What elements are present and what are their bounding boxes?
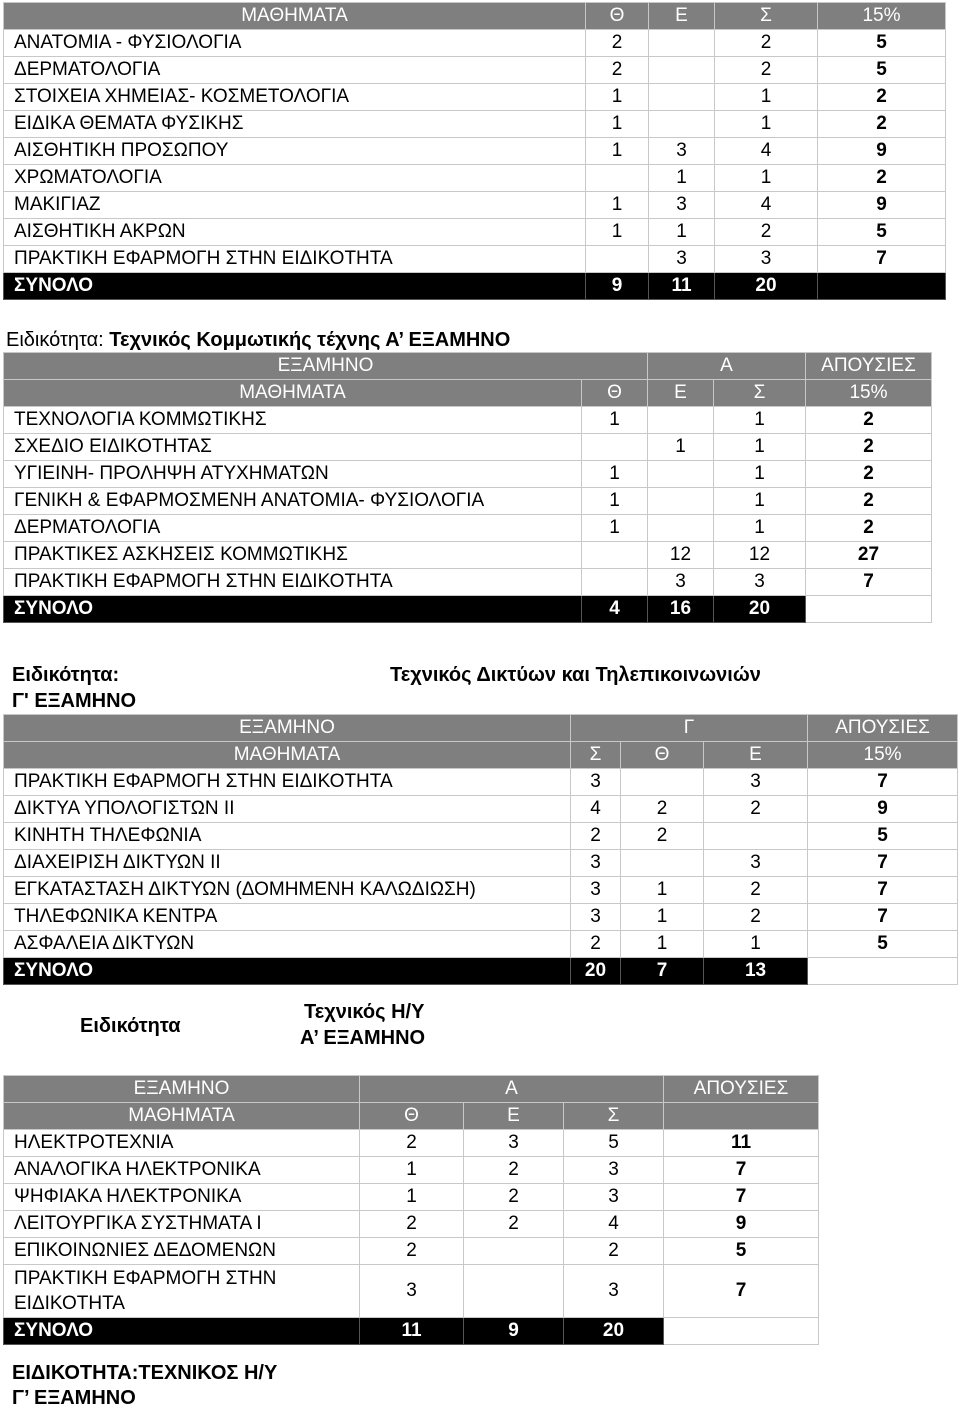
subject-name: ΜΑΚΙΓΙΑΖ: [4, 192, 586, 219]
table-row: [4, 850, 958, 877]
total-value: 4: [582, 596, 648, 623]
subject-name: ΕΠΙΚΟΙΝΩΝΙΕΣ ΔΕΔΟΜΕΝΩΝ: [4, 1238, 360, 1265]
total-value: 9: [464, 1318, 564, 1345]
total-value: 11: [649, 273, 715, 300]
subject-name: ΠΡΑΚΤΙΚΕΣ ΑΣΚΗΣΕΙΣ ΚΟΜΜΩΤΙΚΗΣ: [4, 542, 582, 569]
hours-cell: 3: [571, 850, 621, 877]
hours-cell: [649, 57, 715, 84]
subject-name: ΑΝΑΤΟΜΙΑ - ΦΥΣΙΟΛΟΓΙΑ: [4, 30, 586, 57]
hours-cell: [649, 84, 715, 111]
table-row: [4, 111, 946, 138]
absence-limit-cell: 2: [806, 434, 932, 461]
subject-name: ΑΙΣΘΗΤΙΚΗ ΠΡΟΣΩΠΟΥ: [4, 138, 586, 165]
hours-cell: [582, 542, 648, 569]
table-row: [4, 569, 932, 596]
table-row: [4, 84, 946, 111]
absence-limit-cell: 7: [818, 246, 946, 273]
absence-limit-cell: 2: [806, 461, 932, 488]
header-cell: Θ: [582, 380, 648, 407]
table-row: [4, 57, 946, 84]
total-value: 9: [586, 273, 649, 300]
table-row: [4, 796, 958, 823]
absence-limit-cell: 7: [808, 850, 958, 877]
subject-name: ΧΡΩΜΑΤΟΛΟΓΙΑ: [4, 165, 586, 192]
absence-limit-cell: 5: [818, 57, 946, 84]
header-cell: Σ: [564, 1103, 664, 1130]
total-empty: [806, 596, 932, 623]
subject-name: ΑΝΑΛΟΓΙΚΑ ΗΛΕΚΤΡΟΝΙΚΑ: [4, 1157, 360, 1184]
table-row: [4, 246, 946, 273]
hours-cell: 1: [715, 84, 818, 111]
table-semester-2: [3, 352, 932, 623]
hours-cell: 1: [582, 461, 648, 488]
header-cell: Θ: [586, 3, 649, 30]
hours-cell: 1: [714, 488, 806, 515]
total-empty: [818, 273, 946, 300]
header-cell: ΑΠΟΥΣΙΕΣ: [808, 715, 958, 742]
hours-cell: 3: [649, 192, 715, 219]
total-value: 20: [715, 273, 818, 300]
table-header-row: [4, 3, 946, 30]
absence-limit-cell: 7: [808, 769, 958, 796]
absence-limit-cell: 5: [664, 1238, 819, 1265]
subject-name: ΛΕΙΤΟΥΡΓΙΚΑ ΣΥΣΤΗΜΑΤΑ Ι: [4, 1211, 360, 1238]
subject-name: ΔΕΡΜΑΤΟΛΟΓΙΑ: [4, 57, 586, 84]
hours-cell: 3: [571, 877, 621, 904]
absence-limit-cell: 9: [818, 192, 946, 219]
footer-specialty: ΕΙΔΙΚΟΤΗΤΑ:ΤΕΧΝΙΚΟΣ Η/Υ: [12, 1362, 278, 1384]
absence-limit-cell: 2: [806, 488, 932, 515]
hours-cell: 1: [715, 111, 818, 138]
hours-cell: 2: [586, 30, 649, 57]
total-label: ΣΥΝΟΛΟ: [4, 273, 586, 300]
subject-name: ΔΙΑΧΕΙΡΙΣΗ ΔΙΚΤΥΩΝ ΙΙ: [4, 850, 571, 877]
subject-name: ΕΙΔΙΚΑ ΘΕΜΑΤΑ ΦΥΣΙΚΗΣ: [4, 111, 586, 138]
table-row: [4, 138, 946, 165]
hours-cell: 1: [582, 407, 648, 434]
hours-cell: 2: [704, 877, 808, 904]
hours-cell: 1: [621, 877, 704, 904]
subject-name: ΨΗΦΙΑΚΑ ΗΛΕΚΤΡΟΝΙΚΑ: [4, 1184, 360, 1211]
hours-cell: 12: [714, 542, 806, 569]
total-value: 20: [714, 596, 806, 623]
hours-cell: 2: [571, 823, 621, 850]
header-cell: ΑΠΟΥΣΙΕΣ: [806, 353, 932, 380]
table-row: [4, 877, 958, 904]
header-cell: Ε: [649, 3, 715, 30]
table-row: [4, 542, 932, 569]
absence-limit-cell: 9: [664, 1211, 819, 1238]
absence-limit-cell: 7: [664, 1265, 819, 1318]
hours-cell: 1: [714, 515, 806, 542]
subject-name: ΥΓΙΕΙΝΗ- ΠΡΟΛΗΨΗ ΑΤΥΧΗΜΑΤΩΝ: [4, 461, 582, 488]
hours-cell: [704, 823, 808, 850]
hours-cell: [648, 461, 714, 488]
subject-name: ΚΙΝΗΤΗ ΤΗΛΕΦΩΝΙΑ: [4, 823, 571, 850]
hours-cell: 2: [621, 823, 704, 850]
total-value: 13: [704, 958, 808, 985]
table-header-row: [4, 742, 958, 769]
absence-limit-cell: 5: [808, 931, 958, 958]
absence-limit-cell: 9: [808, 796, 958, 823]
absence-limit-cell: 2: [818, 84, 946, 111]
hours-cell: 2: [704, 796, 808, 823]
hours-cell: 3: [715, 246, 818, 273]
total-row: [4, 958, 958, 985]
hours-cell: 2: [715, 57, 818, 84]
absence-limit-cell: 5: [808, 823, 958, 850]
table-row: [4, 192, 946, 219]
hours-cell: 4: [715, 192, 818, 219]
hours-cell: 2: [360, 1238, 464, 1265]
hours-cell: 2: [571, 931, 621, 958]
subject-name: ΓΕΝΙΚΗ & ΕΦΑΡΜΟΣΜΕΝΗ ΑΝΑΤΟΜΙΑ- ΦΥΣΙΟΛΟΓΙΑ: [4, 488, 582, 515]
total-row: [4, 1318, 819, 1345]
subject-name: ΤΗΛΕΦΩΝΙΚΑ ΚΕΝΤΡΑ: [4, 904, 571, 931]
header-cell: 15%: [818, 3, 946, 30]
subject-name: ΑΙΣΘΗΤΙΚΗ ΑΚΡΩΝ: [4, 219, 586, 246]
table-row: [4, 488, 932, 515]
hours-cell: 2: [564, 1238, 664, 1265]
total-value: 20: [564, 1318, 664, 1345]
header-cell: Σ: [571, 742, 621, 769]
hours-cell: 4: [715, 138, 818, 165]
header-cell: Ε: [648, 380, 714, 407]
total-row: [4, 273, 946, 300]
hours-cell: [648, 488, 714, 515]
total-value: 7: [621, 958, 704, 985]
header-cell: Ε: [464, 1103, 564, 1130]
hours-cell: 2: [621, 796, 704, 823]
caption-title: Τεχνικός Κομμωτικής τέχνης Α’ ΕΞΑΜΗΝΟ: [109, 329, 511, 351]
absence-limit-cell: 5: [818, 219, 946, 246]
hours-cell: 3: [571, 769, 621, 796]
caption-semester: Γ' ΕΞΑΜΗΝΟ: [12, 690, 137, 712]
hours-cell: 3: [714, 569, 806, 596]
subject-name: ΔΕΡΜΑΤΟΛΟΓΙΑ: [4, 515, 582, 542]
table-row: [4, 1238, 819, 1265]
total-label: ΣΥΝΟΛΟ: [4, 596, 582, 623]
hours-cell: [649, 30, 715, 57]
hours-cell: [621, 850, 704, 877]
header-cell: Θ: [621, 742, 704, 769]
table-row: [4, 904, 958, 931]
hours-cell: 3: [649, 138, 715, 165]
absence-limit-cell: 11: [664, 1130, 819, 1157]
hours-cell: 3: [464, 1130, 564, 1157]
hours-cell: 1: [704, 931, 808, 958]
subject-name: ΠΡΑΚΤΙΚΗ ΕΦΑΡΜΟΓΗ ΣΤΗΝ ΕΙΔΙΚΟΤΗΤΑ: [4, 769, 571, 796]
caption-label: Ειδικότητα:: [6, 329, 110, 351]
total-value: 16: [648, 596, 714, 623]
hours-cell: [586, 165, 649, 192]
table-row: [4, 823, 958, 850]
header-cell: ΜΑΘΗΜΑΤΑ: [4, 380, 582, 407]
hours-cell: 1: [586, 192, 649, 219]
hours-cell: 1: [586, 84, 649, 111]
header-cell: ΜΑΘΗΜΑΤΑ: [4, 1103, 360, 1130]
hours-cell: 3: [564, 1265, 664, 1318]
total-value: 20: [571, 958, 621, 985]
subject-name: ΠΡΑΚΤΙΚΗ ΕΦΑΡΜΟΓΗ ΣΤΗΝ ΕΙΔΙΚΟΤΗΤΑ: [4, 246, 586, 273]
hours-cell: 1: [586, 111, 649, 138]
table-row: [4, 407, 932, 434]
hours-cell: [582, 569, 648, 596]
hours-cell: 3: [564, 1184, 664, 1211]
absence-limit-cell: 2: [818, 111, 946, 138]
absence-limit-cell: 7: [808, 877, 958, 904]
hours-cell: [648, 515, 714, 542]
hours-cell: 3: [649, 246, 715, 273]
section-caption: [6, 328, 510, 352]
table-row: [4, 1265, 819, 1318]
hours-cell: 1: [714, 407, 806, 434]
caption-semester: Α’ ΕΞΑΜΗΝΟ: [300, 1027, 426, 1049]
subject-name: ΠΡΑΚΤΙΚΗ ΕΦΑΡΜΟΓΗ ΣΤΗΝ ΕΙΔΙΚΟΤΗΤΑ: [4, 569, 582, 596]
header-cell: ΕΞΑΜΗΝΟ: [4, 1076, 360, 1103]
table-semester-4: [3, 1075, 819, 1345]
table-row: [4, 515, 932, 542]
table-row: [4, 769, 958, 796]
subject-name: ΕΓΚΑΤΑΣΤΑΣΗ ΔΙΚΤΥΩΝ (ΔΟΜΗΜΕΝΗ ΚΑΛΩΔΙΩΣΗ): [4, 877, 571, 904]
table-row: [4, 1211, 819, 1238]
hours-cell: [464, 1265, 564, 1318]
table-row: [4, 1184, 819, 1211]
caption-label: Ειδικότητα:: [12, 664, 120, 686]
absence-limit-cell: 7: [806, 569, 932, 596]
table-row: [4, 219, 946, 246]
table-row: [4, 30, 946, 57]
hours-cell: 2: [464, 1184, 564, 1211]
hours-cell: 4: [571, 796, 621, 823]
subject-name: ΤΕΧΝΟΛΟΓΙΑ ΚΟΜΜΩΤΙΚΗΣ: [4, 407, 582, 434]
hours-cell: 1: [360, 1157, 464, 1184]
absence-limit-cell: 7: [808, 904, 958, 931]
header-cell: ΕΞΑΜΗΝΟ: [4, 353, 648, 380]
caption-title: Τεχνικός Δικτύων και Τηλεπικοινωνιών: [390, 664, 761, 686]
header-cell: ΕΞΑΜΗΝΟ: [4, 715, 571, 742]
caption-title: Τεχνικός Η/Υ: [304, 1001, 425, 1023]
table-header-row: [4, 715, 958, 742]
total-empty: [664, 1318, 819, 1345]
hours-cell: [582, 434, 648, 461]
total-row: [4, 596, 932, 623]
hours-cell: 3: [704, 850, 808, 877]
table-row: [4, 434, 932, 461]
absence-limit-cell: 27: [806, 542, 932, 569]
table-header-row: [4, 1076, 819, 1103]
header-cell: Σ: [715, 3, 818, 30]
header-cell: ΜΑΘΗΜΑΤΑ: [4, 3, 586, 30]
hours-cell: [464, 1238, 564, 1265]
hours-cell: 2: [360, 1130, 464, 1157]
table-semester-1: [3, 2, 946, 300]
hours-cell: 2: [360, 1211, 464, 1238]
table-row: [4, 931, 958, 958]
absence-limit-cell: 9: [818, 138, 946, 165]
subject-name: ΣΤΟΙΧΕΙΑ ΧΗΜΕΙΑΣ- ΚΟΣΜΕΤΟΛΟΓΙΑ: [4, 84, 586, 111]
table-header-row: [4, 1103, 819, 1130]
total-empty: [808, 958, 958, 985]
header-cell: Ε: [704, 742, 808, 769]
hours-cell: 5: [564, 1130, 664, 1157]
hours-cell: 1: [586, 138, 649, 165]
hours-cell: 2: [586, 57, 649, 84]
absence-limit-cell: 2: [818, 165, 946, 192]
hours-cell: 3: [704, 769, 808, 796]
absence-limit-cell: 2: [806, 407, 932, 434]
hours-cell: 1: [582, 488, 648, 515]
table-row: [4, 165, 946, 192]
hours-cell: 12: [648, 542, 714, 569]
footer-semester: Γ’ ΕΞΑΜΗΝΟ: [12, 1387, 136, 1409]
hours-cell: 1: [715, 165, 818, 192]
header-cell: Α: [648, 353, 806, 380]
hours-cell: 1: [648, 434, 714, 461]
hours-cell: 3: [564, 1157, 664, 1184]
total-value: 11: [360, 1318, 464, 1345]
header-cell: ΜΑΘΗΜΑΤΑ: [4, 742, 571, 769]
hours-cell: 1: [586, 219, 649, 246]
subject-name: ΗΛΕΚΤΡΟΤΕΧΝΙΑ: [4, 1130, 360, 1157]
subject-name: ΠΡΑΚΤΙΚΗ ΕΦΑΡΜΟΓΗ ΣΤΗΝ ΕΙΔΙΚΟΤΗΤΑ: [4, 1265, 360, 1318]
header-cell: Α: [360, 1076, 664, 1103]
total-label: ΣΥΝΟΛΟ: [4, 958, 571, 985]
header-cell: 15%: [806, 380, 932, 407]
header-cell: Γ: [571, 715, 808, 742]
caption-label: Ειδικότητα: [80, 1015, 181, 1037]
header-cell: 15%: [808, 742, 958, 769]
absence-limit-cell: 7: [664, 1157, 819, 1184]
subject-name: ΣΧΕΔΙΟ ΕΙΔΙΚΟΤΗΤΑΣ: [4, 434, 582, 461]
hours-cell: 1: [714, 434, 806, 461]
hours-cell: 2: [715, 30, 818, 57]
absence-limit-cell: 7: [664, 1184, 819, 1211]
table-semester-3: [3, 714, 958, 985]
header-cell: Θ: [360, 1103, 464, 1130]
table-header-row: [4, 380, 932, 407]
header-cell: ΑΠΟΥΣΙΕΣ: [664, 1076, 819, 1103]
hours-cell: 1: [582, 515, 648, 542]
absence-limit-cell: 2: [806, 515, 932, 542]
hours-cell: [648, 407, 714, 434]
total-label: ΣΥΝΟΛΟ: [4, 1318, 360, 1345]
hours-cell: 3: [648, 569, 714, 596]
hours-cell: 2: [464, 1211, 564, 1238]
hours-cell: 1: [360, 1184, 464, 1211]
table-header-row: [4, 353, 932, 380]
header-cell: Σ: [714, 380, 806, 407]
header-cell: [664, 1103, 819, 1130]
table-row: [4, 1130, 819, 1157]
hours-cell: [649, 111, 715, 138]
hours-cell: 2: [704, 904, 808, 931]
hours-cell: 1: [649, 165, 715, 192]
table-row: [4, 1157, 819, 1184]
hours-cell: 2: [715, 219, 818, 246]
hours-cell: [621, 769, 704, 796]
table-row: [4, 461, 932, 488]
hours-cell: [586, 246, 649, 273]
subject-name: ΑΣΦΑΛΕΙΑ ΔΙΚΤΥΩΝ: [4, 931, 571, 958]
hours-cell: 2: [464, 1157, 564, 1184]
subject-name: ΔΙΚΤΥΑ ΥΠΟΛΟΓΙΣΤΩΝ ΙΙ: [4, 796, 571, 823]
hours-cell: 1: [714, 461, 806, 488]
hours-cell: 3: [360, 1265, 464, 1318]
hours-cell: 4: [564, 1211, 664, 1238]
hours-cell: 1: [621, 931, 704, 958]
absence-limit-cell: 5: [818, 30, 946, 57]
hours-cell: 3: [571, 904, 621, 931]
hours-cell: 1: [621, 904, 704, 931]
hours-cell: 1: [649, 219, 715, 246]
